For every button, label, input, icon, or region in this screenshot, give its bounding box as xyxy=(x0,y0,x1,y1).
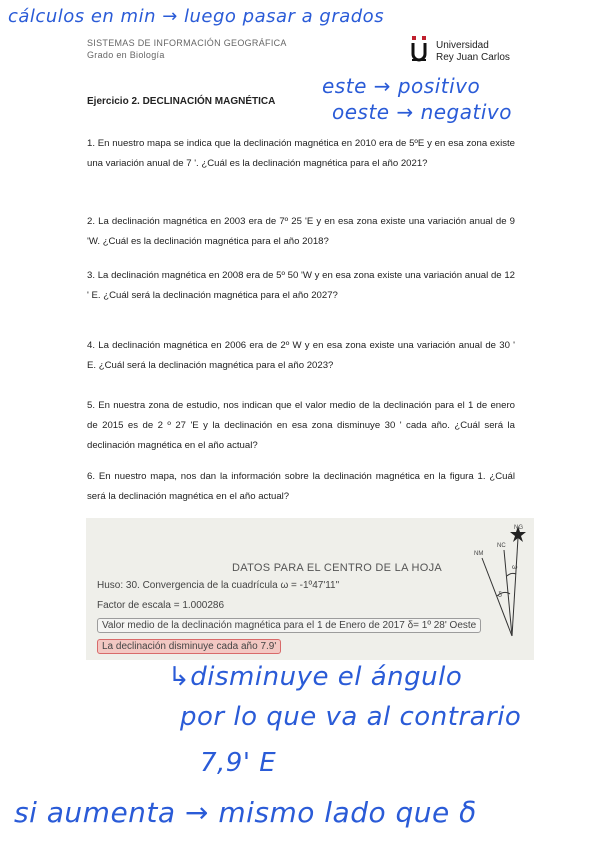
label-omega: ω xyxy=(512,564,518,571)
handwritten-note-oeste: oeste → negativo xyxy=(332,100,512,124)
question-3: 3. La declinación magnética en 2008 era de 5º 50 'W y en esa zona existe una variación anual de 12 ' E. ¿Cuál será la declinación magnética para el año 2027? xyxy=(87,270,515,301)
university-name-line2: Rey Juan Carlos xyxy=(436,52,510,63)
question-1: 1. En nuestro mapa se indica que la declinación magnética en 2010 era de 5ºE y en esa zona existe una variación anual de 7 '. ¿Cuál es la declinación magnética para el año 2021? xyxy=(87,138,515,169)
figure-1 xyxy=(86,518,534,660)
handwritten-note-contrario: por lo que va al contrario xyxy=(180,702,522,732)
handwritten-note-este: este → positivo xyxy=(322,74,481,98)
ng-line xyxy=(512,538,518,636)
handwritten-top-note: cálculos en min → luego pasar a grados xyxy=(8,6,385,27)
degree-name: Grado en Biología xyxy=(87,50,165,60)
university-logo xyxy=(410,30,510,66)
question-2: 2. La declinación magnética en 2003 era de 7º 25 'E y en esa zona existe una variación anual de 9 'W. ¿Cuál es la declinación magnética para el año 2018? xyxy=(87,216,515,247)
label-nc: NC xyxy=(497,543,506,549)
handwritten-note-disminuye: ↳disminuye el ángulo xyxy=(168,662,463,692)
question-6: 6. En nuestro mapa, nos dan la información sobre la declinación magnética en la figura 1. ¿Cuál será la declinación magnética en el año actual? xyxy=(87,471,515,502)
university-name-line1: Universidad xyxy=(436,40,489,51)
handwritten-note-aumenta: si aumenta → mismo lado que δ xyxy=(14,796,477,829)
figure-declination-value: Valor medio de la declinación magnética para el 1 de Enero de 2017 δ= 1º 28' Oeste xyxy=(97,618,481,633)
figure-title: DATOS PARA EL CENTRO DE LA HOJA xyxy=(232,562,443,574)
figure-scale-factor: Factor de escala = 1.000286 xyxy=(97,600,225,611)
course-name: SISTEMAS DE INFORMACIÓN GEOGRÁFICA xyxy=(87,38,287,48)
label-nm: NM xyxy=(474,551,484,557)
question-4: 4. La declinación magnética en 2006 era de 2º W y en esa zona existe una variación anual de 30 ' E. ¿Cuál será la declinación magnética para el año 2023? xyxy=(87,340,515,371)
figure-declination-change: La declinación disminuye cada año 7.9' xyxy=(97,639,281,654)
handwritten-note-value: 7,9' E xyxy=(200,748,277,778)
nm-line xyxy=(482,558,512,636)
exercise-title: Ejercicio 2. DECLINACIÓN MAGNÉTICA xyxy=(87,96,276,107)
question-5: 5. En nuestra zona de estudio, nos indican que el valor medio de la declinación para el 1 de enero de 2015 es de 2 º 27 'E y la declinación en esa zona disminuye 30 ' cada año. ¿Cuál será la declinación magnética en el año actual? xyxy=(87,400,515,451)
figure-huso-line: Huso: 30. Convergencia de la cuadrícula ω = -1º47'11" xyxy=(97,580,340,591)
label-ng: NG xyxy=(514,525,523,531)
north-diagram xyxy=(454,518,534,660)
arc-omega xyxy=(507,573,516,576)
label-delta: δ xyxy=(498,592,502,599)
urjc-emblem-icon xyxy=(410,30,430,62)
